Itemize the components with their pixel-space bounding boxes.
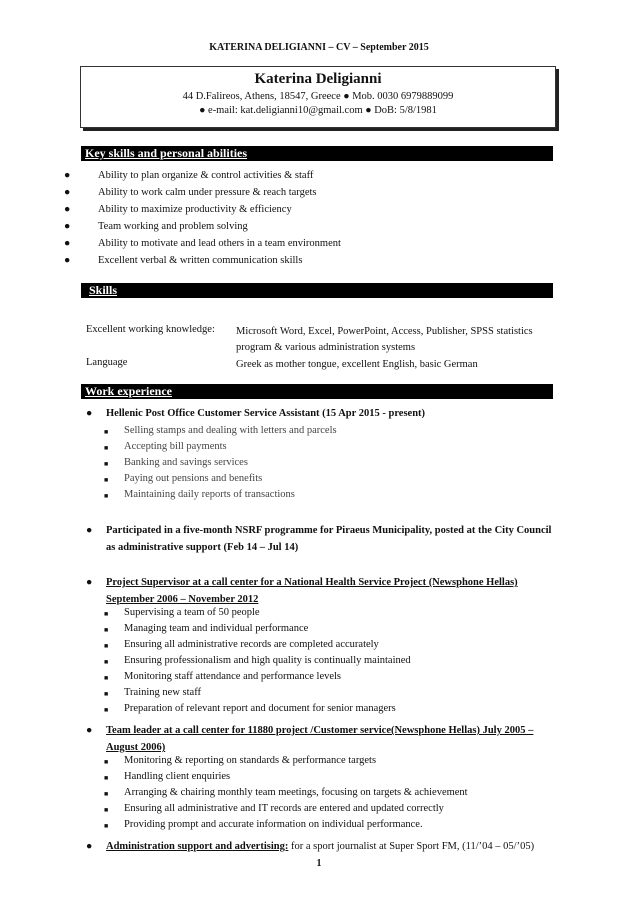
skill-label: Excellent working knowledge: [86,324,215,335]
square-bullet-icon: ■ [104,428,109,436]
bullet-icon: ● [86,577,93,588]
square-bullet-icon: ■ [104,790,109,798]
bullet-icon: ● [86,408,93,419]
square-bullet-icon: ■ [104,758,109,766]
bullet-icon: ● [86,725,93,736]
address-line: 44 D.Falireos, Athens, 18547, Greece ● Mob. 0030 6979889099 [182,91,454,102]
square-bullet-icon: ■ [104,476,109,484]
square-bullet-icon: ■ [104,690,109,698]
bullet-icon: ● [64,204,71,215]
job-title: Participated in a five-month NSRF programme for Piraeus Municipality, posted at the City Council as administrative support (Feb 14 – Jul 14) [106,525,552,553]
square-bullet-icon: ■ [104,642,109,650]
skill-value: Microsoft Word, Excel, PowerPoint, Access, Publisher, SPSS statistics program & various administration systems [236,326,533,353]
bullet-icon: ● [64,187,71,198]
bullet-icon: ● [64,255,71,266]
job-title: Administration support and advertising: [106,841,289,852]
square-bullet-icon: ■ [104,444,109,452]
square-bullet-icon: ■ [104,774,109,782]
bullet-icon: ● [86,841,93,852]
square-bullet-icon: ■ [104,610,109,618]
section-work-experience [81,384,553,399]
square-bullet-icon: ■ [104,492,109,500]
job-title: Team leader at a call center for 11880 project /Customer service(Newsphone Hellas) July 2005 – August 2006) [106,725,534,753]
page-number: 1 [316,858,322,869]
bullet-icon: ● [64,238,71,249]
bullet-icon: ● [86,525,93,536]
square-bullet-icon: ■ [104,822,109,830]
square-bullet-icon: ■ [104,806,109,814]
square-bullet-icon: ■ [104,460,109,468]
square-bullet-icon: ■ [104,626,109,634]
skill-value: Greek as mother tongue, excellent English, basic German [236,359,478,370]
running-header: KATERINA DELIGIANNI – CV – September 2015 [209,42,429,53]
section-key-skills [81,146,553,161]
section-title: Skills [89,283,118,297]
section-skills [81,283,553,298]
section-title: Key skills and personal abilities [85,146,248,160]
square-bullet-icon: ■ [104,706,109,714]
job-title: Project Supervisor at a call center for a National Health Service Project (Newsphone Hellas) September 2006 – November 2012 [106,577,518,605]
job-detail: for a sport journalist at Super Sport FM, (11/’04 – 05/’05) [288,841,535,852]
section-title: Work experience [85,384,172,398]
contact-box [80,66,556,128]
skill-label: Language [86,357,128,368]
bullet-icon: ● [64,170,71,181]
candidate-name: Katerina Deligianni [254,71,382,87]
job-title: Hellenic Post Office Customer Service Assistant (15 Apr 2015 - present) [106,408,426,419]
square-bullet-icon: ■ [104,674,109,682]
email-line: ● e-mail: kat.deligianni10@gmail.com ● DoB: 5/8/1981 [199,105,437,116]
bullet-icon: ● [64,221,71,232]
square-bullet-icon: ■ [104,658,109,666]
